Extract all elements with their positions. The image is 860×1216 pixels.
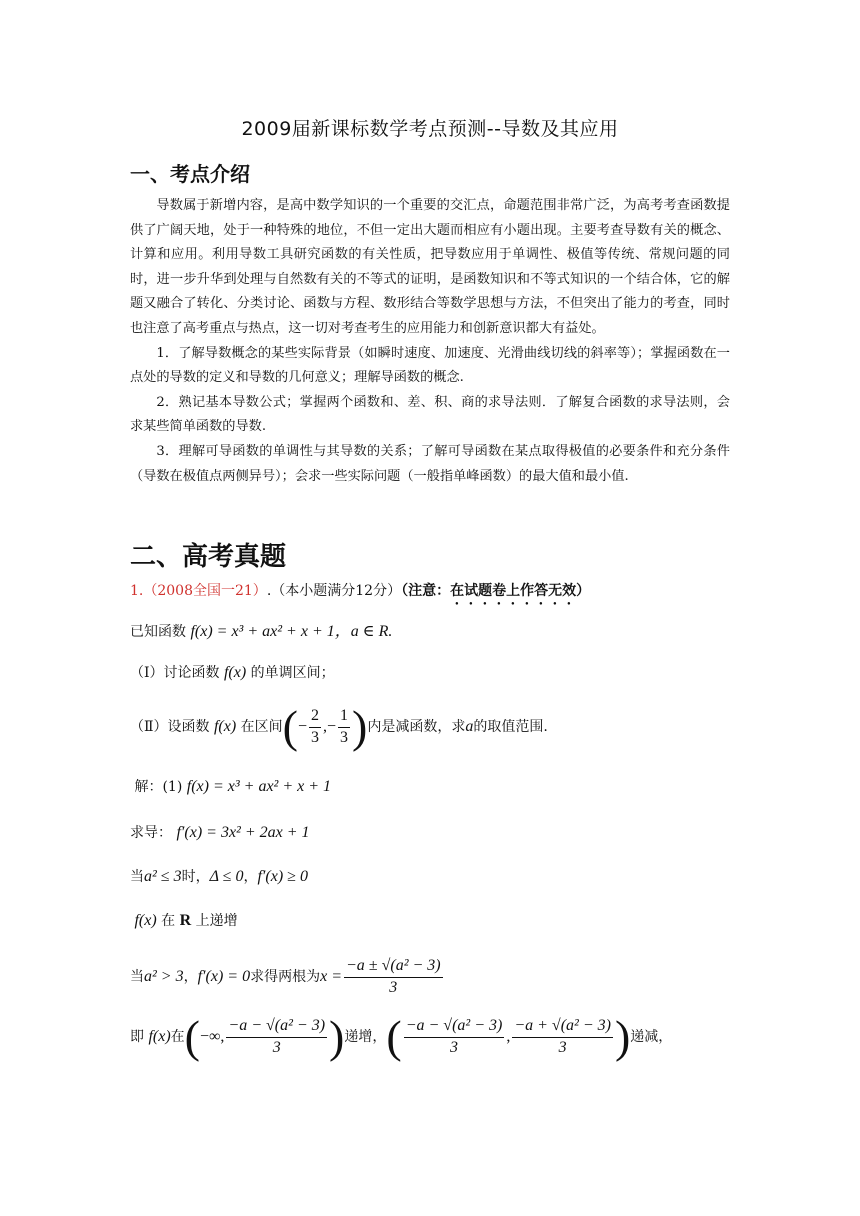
right-paren: ) (352, 701, 368, 752)
solution-prefix: 解：(1) (134, 779, 183, 795)
minus-sign: − (297, 718, 307, 735)
interval-left-bound (226, 1016, 327, 1058)
case2-sep: ， (183, 969, 198, 985)
problem-note-open: （注意： (401, 583, 451, 599)
final-fx: f(x) (148, 1028, 171, 1045)
roots-fraction (344, 956, 443, 998)
problem-part-2 (130, 701, 548, 752)
part2-a: a (465, 718, 474, 735)
case1-prefix: 当 (130, 869, 144, 885)
left-denominator: 3 (272, 1039, 281, 1056)
case1-mid: 时， (181, 869, 210, 885)
derivative-prefix: 求导： (130, 825, 172, 841)
problem-note-emphasis: 在试题卷上作答无效 (450, 583, 577, 599)
problem-note-close: ） (576, 583, 591, 599)
inc-fx: f(x) (134, 912, 157, 929)
part2-prefix: （Ⅱ）设函数 (130, 719, 210, 735)
inc-mid: 在 (161, 913, 176, 929)
neg-infinity: −∞, (199, 1028, 225, 1045)
right-paren: ) (329, 1011, 345, 1062)
part2-end: 的取值范围. (473, 719, 548, 735)
inc-suffix: 上递增 (195, 913, 238, 929)
left-paren: ( (386, 1011, 402, 1062)
roots-numerator: −a ± √(a² − 3) (344, 956, 443, 978)
requirement-item-3: 3．理解可导函数的单调性与其导数的关系；了解可导函数在某点取得极值的必要条件和充分条件（导数在极值点两侧异号）；会求一些实际问题（一般指单峰函数）的最大值和最小值. (130, 443, 730, 484)
solution-intervals (130, 1011, 673, 1062)
mid-right-numerator: −a + √(a² − 3) (512, 1016, 613, 1038)
interval-mid-right (512, 1016, 613, 1058)
case2-prefix: 当 (130, 969, 144, 985)
requirement-item-2: 2．熟记基本导数公式；掌握两个函数和、差、积、商的求导法则．了解复合函数的求导法则，会求某些简单函数的导数. (130, 394, 730, 435)
solution-expression: f(x) = x³ + ax² + x + 1 (186, 778, 332, 795)
final-increasing: 递增， (344, 1029, 387, 1045)
part1-prefix: （Ⅰ）讨论函数 (130, 665, 220, 681)
inc-R: R (179, 912, 192, 929)
solution-case-1 (130, 866, 308, 886)
comma: , (506, 1028, 511, 1045)
case1-delta: Δ ≤ 0 (209, 868, 244, 885)
solution-case-2 (130, 956, 445, 998)
part1-suffix: 的单调区间； (250, 665, 335, 681)
fraction-one-third: $\frac{1}{3}$ (340, 707, 349, 746)
final-mid: 在 (170, 1029, 185, 1045)
derivative-expression: f′(x) = 3x² + 2ax + 1 (176, 824, 310, 841)
solution-line-1 (130, 776, 331, 796)
case1-result: f′(x) ≥ 0 (257, 868, 308, 885)
case1-condition: a² ≤ 3 (144, 868, 182, 885)
solution-derivative (130, 822, 310, 842)
mid-left-numerator: −a − √(a² − 3) (404, 1016, 505, 1038)
section-heading-intro: 一、考点介绍 (130, 162, 250, 186)
problem-number: 1.（2008全国一21） (130, 583, 267, 599)
section-heading-exam: 二、高考真题 (130, 542, 287, 572)
problem-given (130, 618, 392, 641)
case2-x: x = (320, 968, 342, 985)
problem-part-1 (130, 662, 335, 682)
problem-header (130, 580, 590, 608)
problem-score: .（本小题满分12分） (266, 583, 402, 599)
part2-suffix: 内是减函数，求 (367, 719, 466, 735)
part2-mid: 在区间 (240, 719, 283, 735)
intro-paragraph (130, 194, 730, 489)
left-paren: ( (282, 701, 298, 752)
case2-equation: f′(x) = 0 (197, 968, 251, 985)
mid-right-denominator: 3 (558, 1039, 567, 1056)
fraction-two-thirds: $\frac{2}{3}$ (310, 707, 319, 746)
roots-denominator: 3 (389, 979, 398, 996)
right-paren: ) (614, 1011, 631, 1062)
left-numerator: −a − √(a² − 3) (226, 1016, 327, 1038)
case2-mid: 求得两根为 (250, 969, 321, 985)
case2-condition: a² > 3 (144, 968, 184, 985)
requirement-item-1: 1．了解导数概念的某些实际背景（如瞬时速度、加速度、光滑曲线切线的斜率等）；掌握函数在一点处的导数的定义和导数的几何意义；理解导函数的概念. (130, 345, 730, 386)
left-paren: ( (184, 1011, 200, 1062)
final-prefix: 即 (130, 1029, 144, 1045)
comma: ,− (322, 718, 337, 735)
part1-fx: f(x) (223, 664, 247, 681)
mid-left-denominator: 3 (450, 1039, 459, 1056)
part2-fx: f(x) (213, 718, 237, 735)
solution-increasing (130, 910, 238, 930)
interval-mid-left (404, 1016, 505, 1058)
given-prefix: 已知函数 (130, 624, 186, 640)
case1-sep: ， (243, 869, 258, 885)
page-title: 2009届新课标数学考点预测--导数及其应用 (241, 118, 619, 140)
intro-text: 导数属于新增内容，是高中数学知识的一个重要的交汇点，命题范围非常广泛，为高考考查函数提供了广阔天地，处于一种特殊的地位，不但一定出大题而相应有小题出现。主要考查导数有关的概念、计算和应用。利用导数工具研究函数的有关性质，把导数应用于单调性、极值等传统、常规问题的同时，进一步升华到处理与自然数有关的不等式的证明，是函数知识和不等式知识的一个结合体，它的解题又融合了转化、分类讨论、函数与方程、数形结合等数学思想与方法，不但突出了能力的考查，同时也注意了高考重点与热点，这一切对考查考生的应用能力和创新意识都大有益处。 (130, 198, 730, 336)
given-expression: f(x) = x³ + ax² + x + 1，a ∈ R. (190, 623, 393, 640)
final-decreasing: 递减， (630, 1029, 673, 1045)
